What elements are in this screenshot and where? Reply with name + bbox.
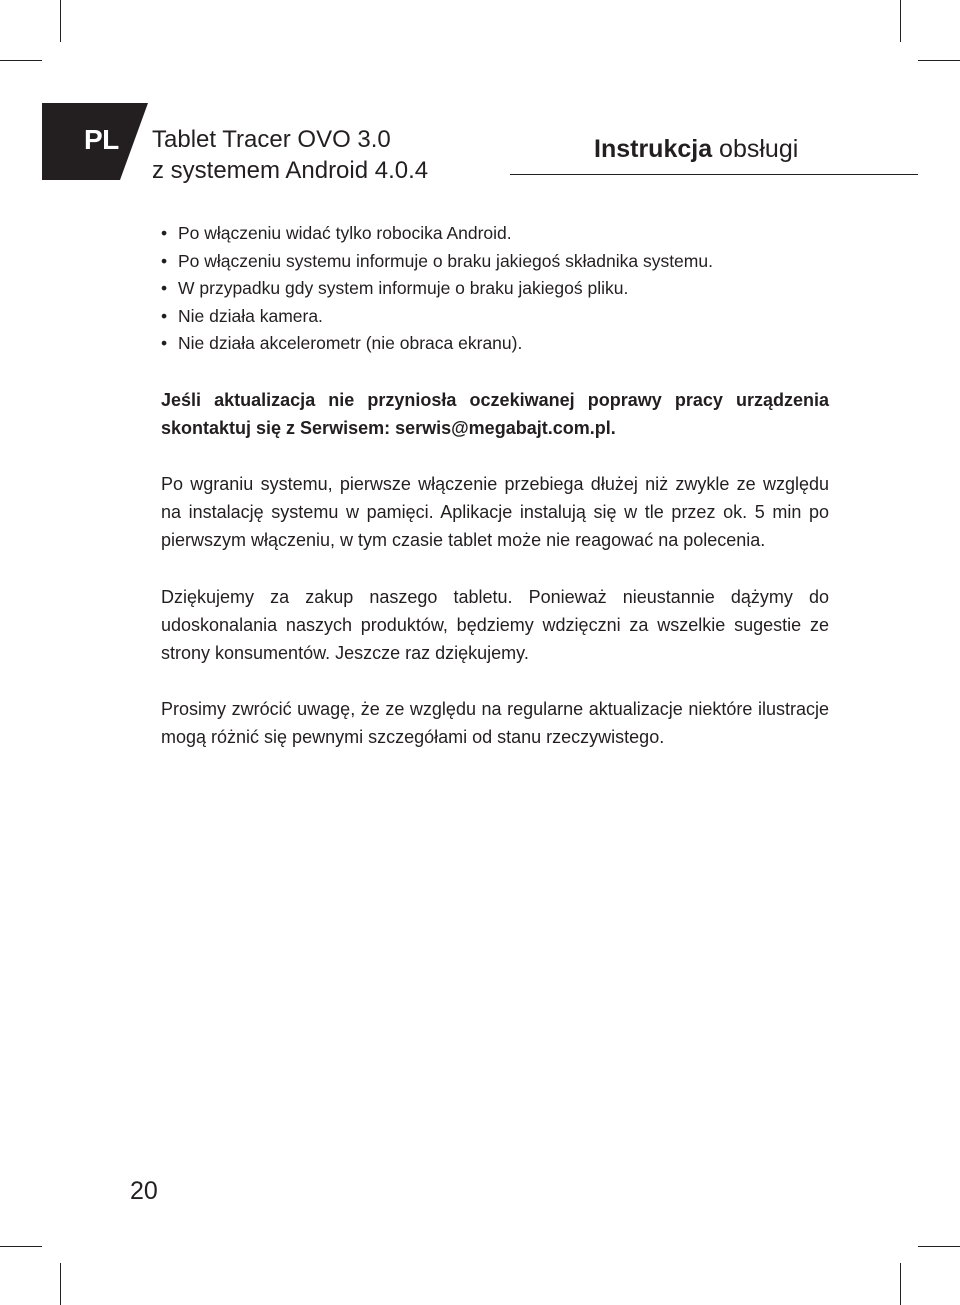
crop-mark-bottom-right [900,1263,901,1305]
list-item-text: Po włączeniu systemu informuje o braku jakiegoś składnika systemu. [178,250,713,271]
list-item [161,275,829,303]
list-item-text: W przypadku gdy system informuje o braku jakiegoś pliku. [178,278,629,298]
thanks-paragraph: Dziękujemy za zakup naszego tabletu. Ponieważ nieustannie dążymy do udoskonalania naszych produktów, będziemy wdzięczni za wszelkie sugestie ze strony konsumentów. Jeszcze raz dziękujemy. [161,586,829,663]
product-title [152,124,428,186]
list-item [161,220,829,248]
manual-title [594,135,798,164]
bullet-icon: • [161,250,168,271]
language-code: PL [84,124,119,155]
first-boot-paragraph: Po wgraniu systemu, pierwsze włączenie przebiega dłużej niż zwykle ze względu na instalację systemu w pamięci. Aplikacje instalują się w tle przez ok. 5 min po pierwszym włączeniu, w tym czasie tablet może nie reagować na polecenia. [161,473,829,551]
list-item [161,330,829,358]
crop-mark-bottom-left [60,1263,61,1305]
bullet-icon: • [161,333,168,353]
manual-title-bold: Instrukcja [594,135,713,163]
crop-mark-lower-left [0,1246,42,1247]
crop-mark-lower-right [918,1246,960,1247]
service-notice: Jeśli aktualizacja nie przyniosła oczekiwanej poprawy pracy urządzenia skontaktuj się z Serwisem: serwis@megabajt.com.pl. [161,389,829,438]
product-title-line-1: Tablet Tracer OVO 3.0 [152,126,391,153]
list-item [161,303,829,331]
manual-title-rest: obsługi [712,135,799,163]
list-item-text: Po włączeniu widać tylko robocika Android. [178,223,512,243]
product-title-line-2: z systemem Android 4.0.4 [152,157,429,184]
symptom-list [161,220,829,358]
header-rule [510,174,918,175]
main-content [161,220,829,752]
crop-mark-top-left [60,0,61,42]
list-item-text: Nie działa kamera. [178,305,323,326]
page-number: 20 [130,1177,158,1205]
list-item-text: Nie działa akcelerometr (nie obraca ekranu). [178,333,523,353]
bullet-icon: • [161,305,168,326]
list-item [161,248,829,276]
crop-mark-upper-right [918,60,960,61]
bullet-icon: • [161,278,168,298]
illustrations-notice: Prosimy zwrócić uwagę, że ze względu na regularne aktualizacje niektóre ilustracje mogą różnić się pewnymi szczegółami od stanu rzeczywistego. [161,699,829,748]
crop-mark-top-right [900,0,901,42]
bullet-icon: • [161,223,168,243]
crop-mark-upper-left [0,60,42,61]
